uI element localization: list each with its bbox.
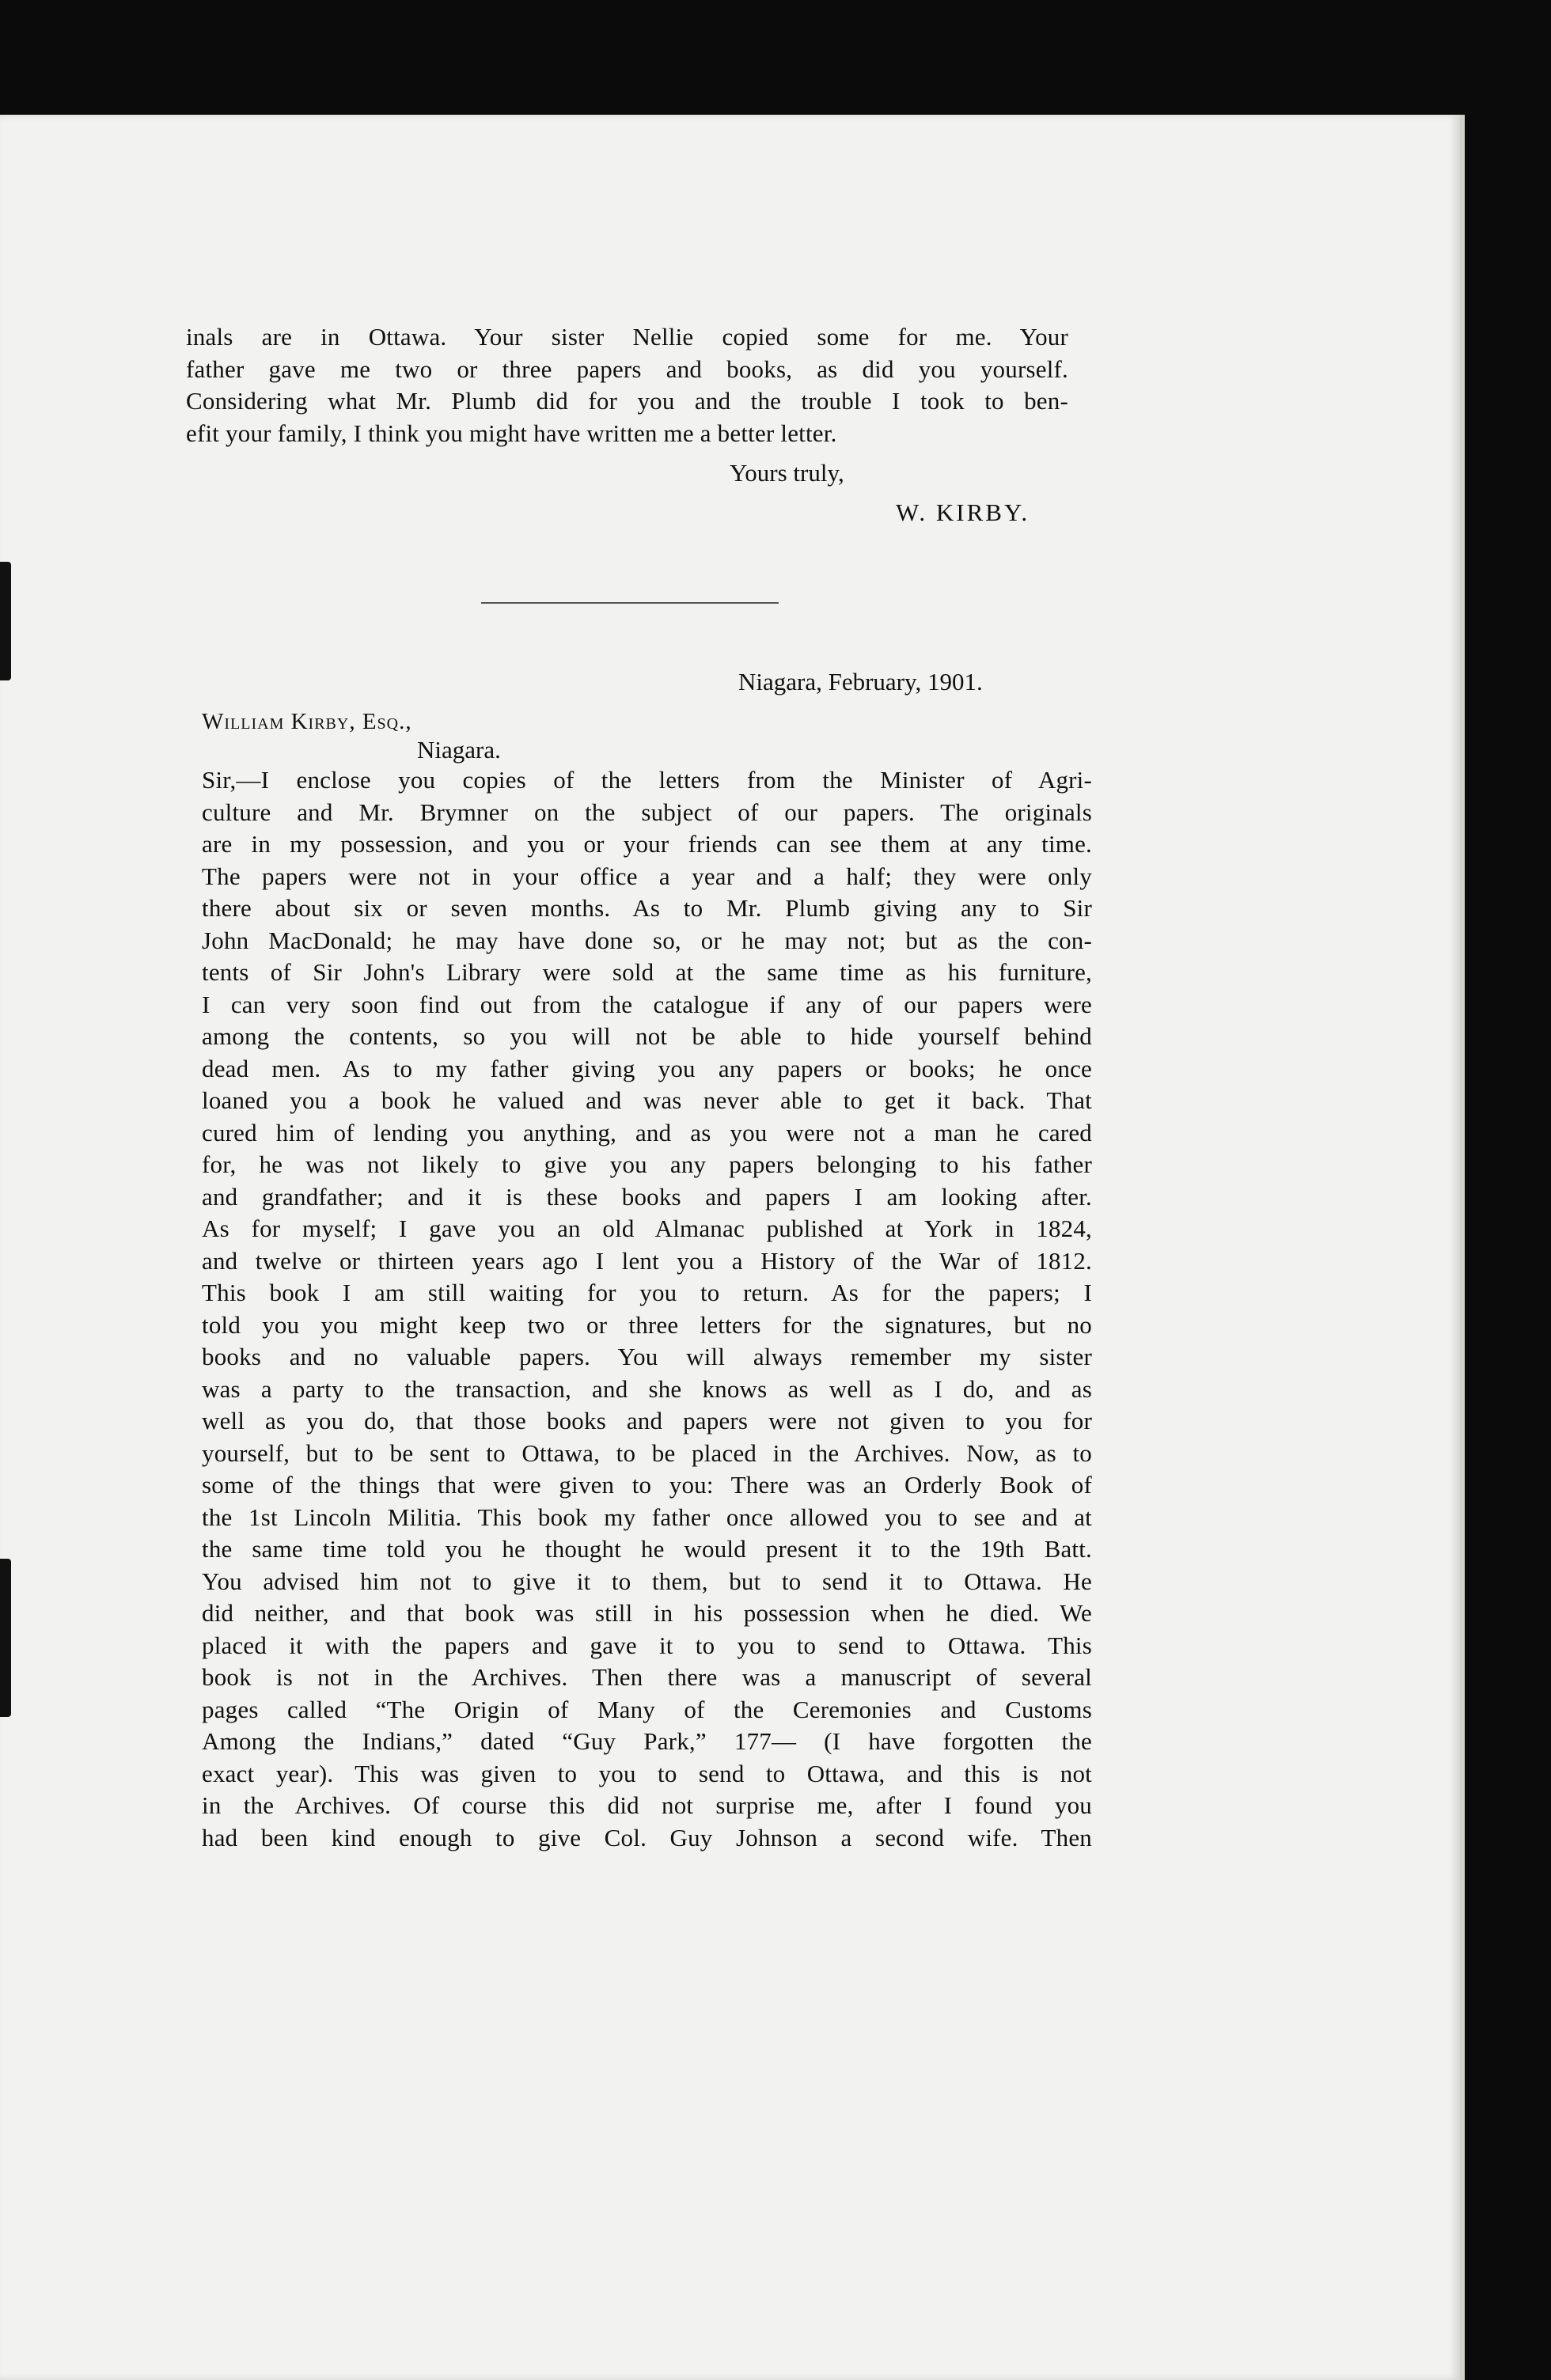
letter2-line: placed it with the papers and gave it to you to send to Ottawa. This bbox=[202, 1631, 1092, 1659]
page-edge bbox=[1460, 115, 1465, 2380]
letter2-body bbox=[202, 764, 1092, 1854]
letter2-line: cured him of lending you anything, and as you were not a man he cared bbox=[202, 1118, 1092, 1146]
letter2-line: books and no valuable papers. You will always remember my sister bbox=[202, 1343, 1092, 1370]
letter2-line: culture and Mr. Brymner on the subject of our papers. The originals bbox=[202, 798, 1092, 826]
letter2-line: and grandfather; and it is these books and papers I am looking after. bbox=[202, 1182, 1092, 1211]
letter2-line: had been kind enough to give Col. Guy Johnson a second wife. Then bbox=[202, 1823, 1092, 1851]
letter2-line: are in my possession, and you or your friends can see them at any time. bbox=[202, 830, 1092, 858]
letter2-line: dead men. As to my father giving you any papers or books; he once bbox=[202, 1054, 1092, 1082]
letter2-line: You advised him not to give it to them, but to send it to Ottawa. He bbox=[202, 1567, 1092, 1595]
letter2-line: loaned you a book he valued and was never able to get it back. That bbox=[202, 1086, 1092, 1114]
letter1-body bbox=[186, 321, 1068, 449]
letter1-line: inals are in Ottawa. Your sister Nellie copied some for me. Your bbox=[186, 323, 1068, 351]
letter2-line: yourself, but to be sent to Ottawa, to be placed in the Archives. Now, as to bbox=[202, 1438, 1092, 1467]
binding-mark-upper bbox=[0, 562, 11, 680]
letter1-line: efit your family, I think you might have written me a better letter. bbox=[186, 419, 837, 447]
letter2-line: book is not in the Archives. Then there was a manuscript of several bbox=[202, 1663, 1092, 1691]
letter2-line: the 1st Lincoln Militia. This book my father once allowed you to see and at bbox=[202, 1503, 1092, 1531]
letter2-line: As for myself; I gave you an old Almanac published at York in 1824, bbox=[202, 1215, 1092, 1242]
letter2-line: there about six or seven months. As to Mr. Plumb giving any to Sir bbox=[202, 894, 1092, 922]
letter2-line: told you you might keep two or three letters for the signatures, but no bbox=[202, 1310, 1092, 1339]
section-divider bbox=[481, 602, 779, 604]
letter2-line: did neither, and that book was still in his possession when he died. We bbox=[202, 1599, 1092, 1627]
letter1-signature: W. KIRBY. bbox=[896, 498, 1030, 526]
letter2-dateline: Niagara, February, 1901. bbox=[738, 668, 983, 695]
letter1-closing: Yours truly, bbox=[730, 459, 844, 487]
letter2-line: was a party to the transaction, and she knows as well as I do, and as bbox=[202, 1374, 1092, 1403]
letter2-addressee: William Kirby, Esq., bbox=[202, 709, 412, 734]
letter2-line: and twelve or thirteen years ago I lent you a History of the War of 1812. bbox=[202, 1246, 1092, 1275]
letter2-line: some of the things that were given to you: There was an Orderly Book of bbox=[202, 1471, 1092, 1499]
letter1-line: Considering what Mr. Plumb did for you and the trouble I took to ben- bbox=[186, 387, 1068, 415]
letter2-line: John MacDonald; he may have done so, or he may not; but as the con- bbox=[202, 926, 1092, 954]
letter2-line: Among the Indians,” dated “Guy Park,” 177— (I have forgotten the bbox=[202, 1727, 1092, 1755]
letter2-line: the same time told you he thought he would present it to the 19th Batt. bbox=[202, 1535, 1092, 1563]
letter2-line: in the Archives. Of course this did not surprise me, after I found you bbox=[202, 1791, 1092, 1819]
letter2-line: pages called “The Origin of Many of the Ceremonies and Customs bbox=[202, 1695, 1092, 1723]
letter2-line: This book I am still waiting for you to return. As for the papers; I bbox=[202, 1279, 1092, 1306]
letter2-line: The papers were not in your office a year and a half; they were only bbox=[202, 862, 1092, 890]
letter2-line: tents of Sir John's Library were sold at the same time as his furniture, bbox=[202, 958, 1092, 986]
letter2-line: exact year). This was given to you to send to Ottawa, and this is not bbox=[202, 1759, 1092, 1787]
letter2-line: for, he was not likely to give you any papers belonging to his father bbox=[202, 1150, 1092, 1178]
letter2-line: Sir,—I enclose you copies of the letters from the Minister of Agri- bbox=[202, 766, 1092, 794]
letter1-line: father gave me two or three papers and books, as did you yourself. bbox=[186, 354, 1068, 383]
binding-mark-lower bbox=[0, 1559, 11, 1717]
letter2-line: among the contents, so you will not be able to hide yourself behind bbox=[202, 1022, 1092, 1050]
letter2-line: well as you do, that those books and papers were not given to you for bbox=[202, 1407, 1092, 1434]
letter2-line: I can very soon find out from the catalogue if any of our papers were bbox=[202, 990, 1092, 1018]
letter2-addressee-place: Niagara. bbox=[417, 736, 501, 764]
